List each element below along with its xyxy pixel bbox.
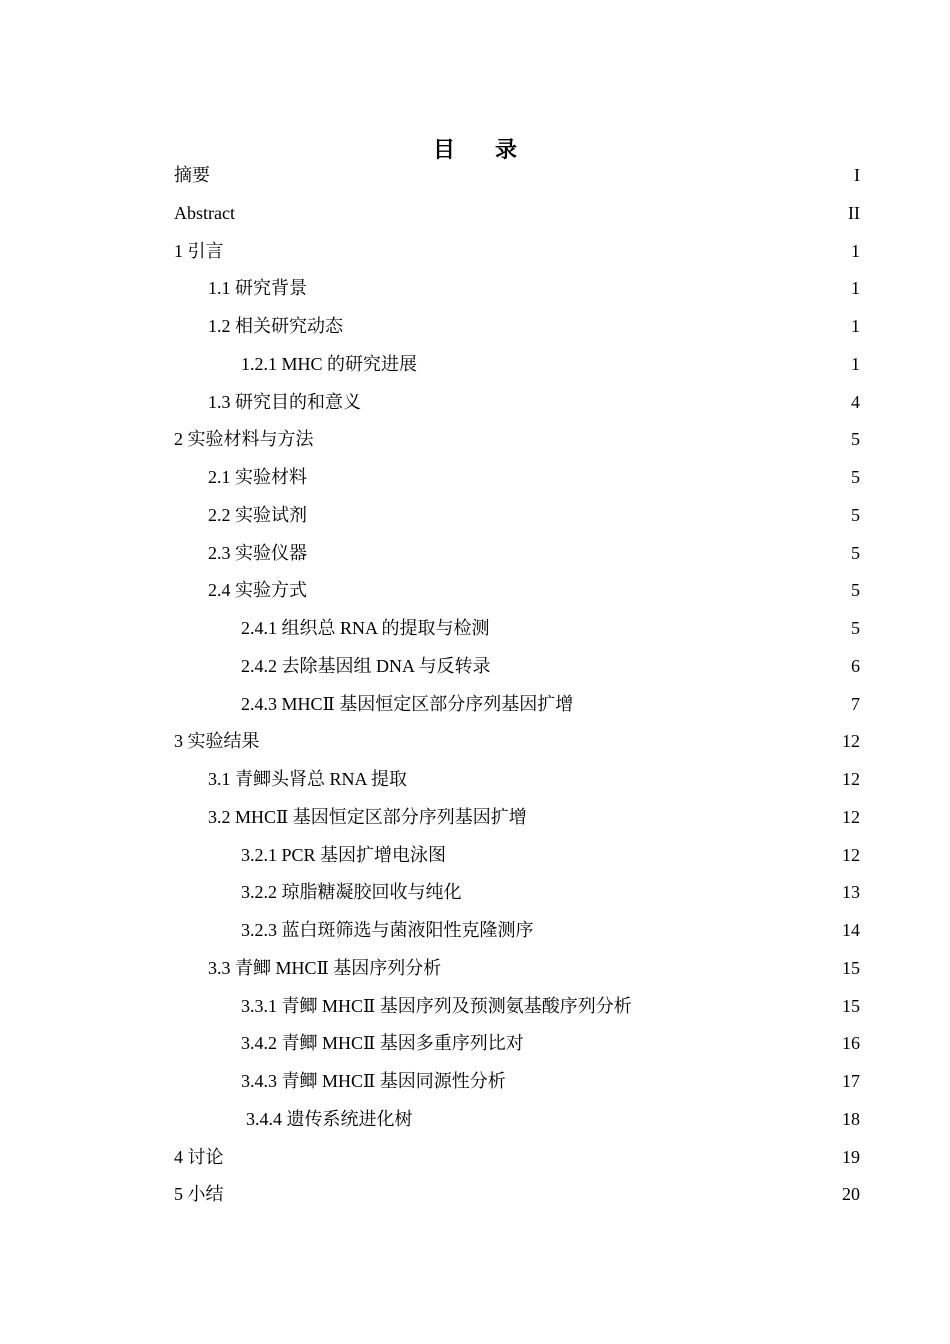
toc-entry[interactable]: [174, 1139, 860, 1177]
toc-entry[interactable]: [174, 988, 860, 1026]
toc-entry[interactable]: [174, 761, 860, 799]
toc-entry-label: 3.3 青鲫 MHCⅡ 基因序列分析: [208, 957, 442, 978]
toc-entry-label: 3.2 MHCⅡ 基因恒定区部分序列基因扩增: [208, 806, 527, 827]
toc-entry[interactable]: [174, 535, 860, 573]
toc-entry-label: 3.4.4 遗传系统进化树: [246, 1108, 413, 1129]
toc-entry[interactable]: [174, 686, 860, 724]
toc-entry-label: 2.4.3 MHCⅡ 基因恒定区部分序列基因扩增: [241, 693, 574, 714]
toc-entry[interactable]: [174, 874, 860, 912]
toc-entry-label: 1 引言: [174, 240, 224, 261]
toc-entry-page-number: 17: [842, 1071, 860, 1091]
toc-entry-page-number: 19: [842, 1146, 860, 1167]
toc-entry[interactable]: [174, 346, 860, 384]
toc-entry[interactable]: [174, 497, 860, 535]
toc-entry-label: 5 小结: [174, 1184, 224, 1205]
toc-entry-page-number: 16: [842, 1033, 860, 1054]
toc-entry-label: 2.4.1 组织总 RNA 的提取与检测: [241, 618, 490, 638]
toc-entry-page-number: 13: [842, 882, 860, 903]
toc-entry-page-number: II: [848, 202, 860, 223]
toc-entry-label: 3.4.2 青鲫 MHCⅡ 基因多重序列比对: [241, 1033, 524, 1054]
toc-entry[interactable]: [174, 157, 860, 195]
toc-entry-page-number: 12: [842, 844, 860, 865]
toc-entry-page-number: 5: [851, 429, 860, 450]
toc-entry-page-number: 1: [851, 316, 860, 336]
toc-title-part1: 目: [432, 137, 455, 162]
toc-entry-page-number: 18: [842, 1108, 860, 1129]
toc-entry[interactable]: [174, 384, 860, 422]
toc-title-part2: 录: [495, 137, 518, 162]
toc-entry[interactable]: [174, 233, 860, 271]
toc-entry-label: 3 实验结果: [174, 731, 260, 752]
toc-entry[interactable]: [174, 572, 860, 610]
toc-entry[interactable]: [174, 195, 860, 233]
toc-entry-label: 3.2.2 琼脂糖凝胶回收与纯化: [241, 882, 462, 903]
toc-entry-label: 3.4.3 青鲫 MHCⅡ 基因同源性分析: [241, 1071, 506, 1091]
toc-entry-page-number: I: [854, 165, 860, 185]
toc-entry-label: 1.1 研究背景: [208, 278, 307, 299]
toc-entry-label: 3.2.3 蓝白斑筛选与菌液阳性克隆测序: [241, 920, 534, 940]
toc-entry-label: 摘要: [174, 165, 210, 185]
toc-entry-page-number: 5: [851, 542, 860, 563]
toc-entry[interactable]: [174, 421, 860, 459]
toc-list: [174, 157, 860, 1214]
toc-entry[interactable]: [174, 270, 860, 308]
toc-entry[interactable]: [174, 837, 860, 875]
toc-entry[interactable]: [174, 912, 860, 950]
toc-entry-label: 2.1 实验材料: [208, 467, 307, 487]
toc-entry-page-number: 14: [842, 920, 860, 940]
toc-entry-page-number: 12: [842, 731, 860, 752]
toc-entry-label: 4 讨论: [174, 1146, 224, 1167]
toc-entry[interactable]: [174, 1025, 860, 1063]
toc-entry-label: 2.3 实验仪器: [208, 542, 307, 563]
toc-entry-label: 1.2 相关研究动态: [208, 316, 343, 336]
toc-entry-label: 2 实验材料与方法: [174, 429, 314, 450]
toc-entry[interactable]: [174, 308, 860, 346]
toc-entry-page-number: 5: [851, 580, 860, 601]
toc-entry[interactable]: [174, 459, 860, 497]
toc-entry-label: 3.1 青鲫头肾总 RNA 提取: [208, 769, 408, 789]
toc-entry-page-number: 5: [851, 618, 860, 638]
toc-entry-page-number: 15: [842, 957, 860, 978]
toc-entry-label: Abstract: [174, 202, 235, 223]
toc-entry-label: 3.3.1 青鲫 MHCⅡ 基因序列及预测氨基酸序列分析: [241, 995, 632, 1016]
toc-entry-label: 3.2.1 PCR 基因扩增电泳图: [241, 844, 447, 865]
toc-entry[interactable]: [174, 1176, 860, 1214]
toc-entry-page-number: 5: [851, 467, 860, 487]
toc-entry-label: 2.2 实验试剂: [208, 504, 307, 525]
toc-entry[interactable]: [174, 950, 860, 988]
toc-entry[interactable]: [174, 648, 860, 686]
toc-entry[interactable]: [174, 610, 860, 648]
toc-entry-page-number: 1: [851, 353, 860, 374]
toc-entry-page-number: 7: [851, 693, 860, 714]
toc-entry-label: 1.2.1 MHC 的研究进展: [241, 353, 418, 374]
toc-entry-page-number: 20: [842, 1184, 860, 1205]
toc-entry[interactable]: [174, 723, 860, 761]
toc-entry-label: 1.3 研究目的和意义: [208, 391, 361, 412]
toc-entry[interactable]: [174, 1063, 860, 1101]
toc-entry-label: 2.4 实验方式: [208, 580, 307, 601]
toc-entry-page-number: 5: [851, 504, 860, 525]
toc-entry-page-number: 12: [842, 769, 860, 789]
toc-entry-page-number: 12: [842, 806, 860, 827]
toc-entry-page-number: 6: [851, 655, 860, 676]
toc-entry-label: 2.4.2 去除基因组 DNA 与反转录: [241, 655, 491, 676]
toc-entry[interactable]: [174, 1101, 860, 1139]
toc-entry[interactable]: [174, 799, 860, 837]
toc-entry-page-number: 1: [851, 240, 860, 261]
toc-entry-page-number: 1: [851, 278, 860, 299]
toc-entry-page-number: 15: [842, 995, 860, 1016]
toc-entry-page-number: 4: [851, 391, 860, 412]
